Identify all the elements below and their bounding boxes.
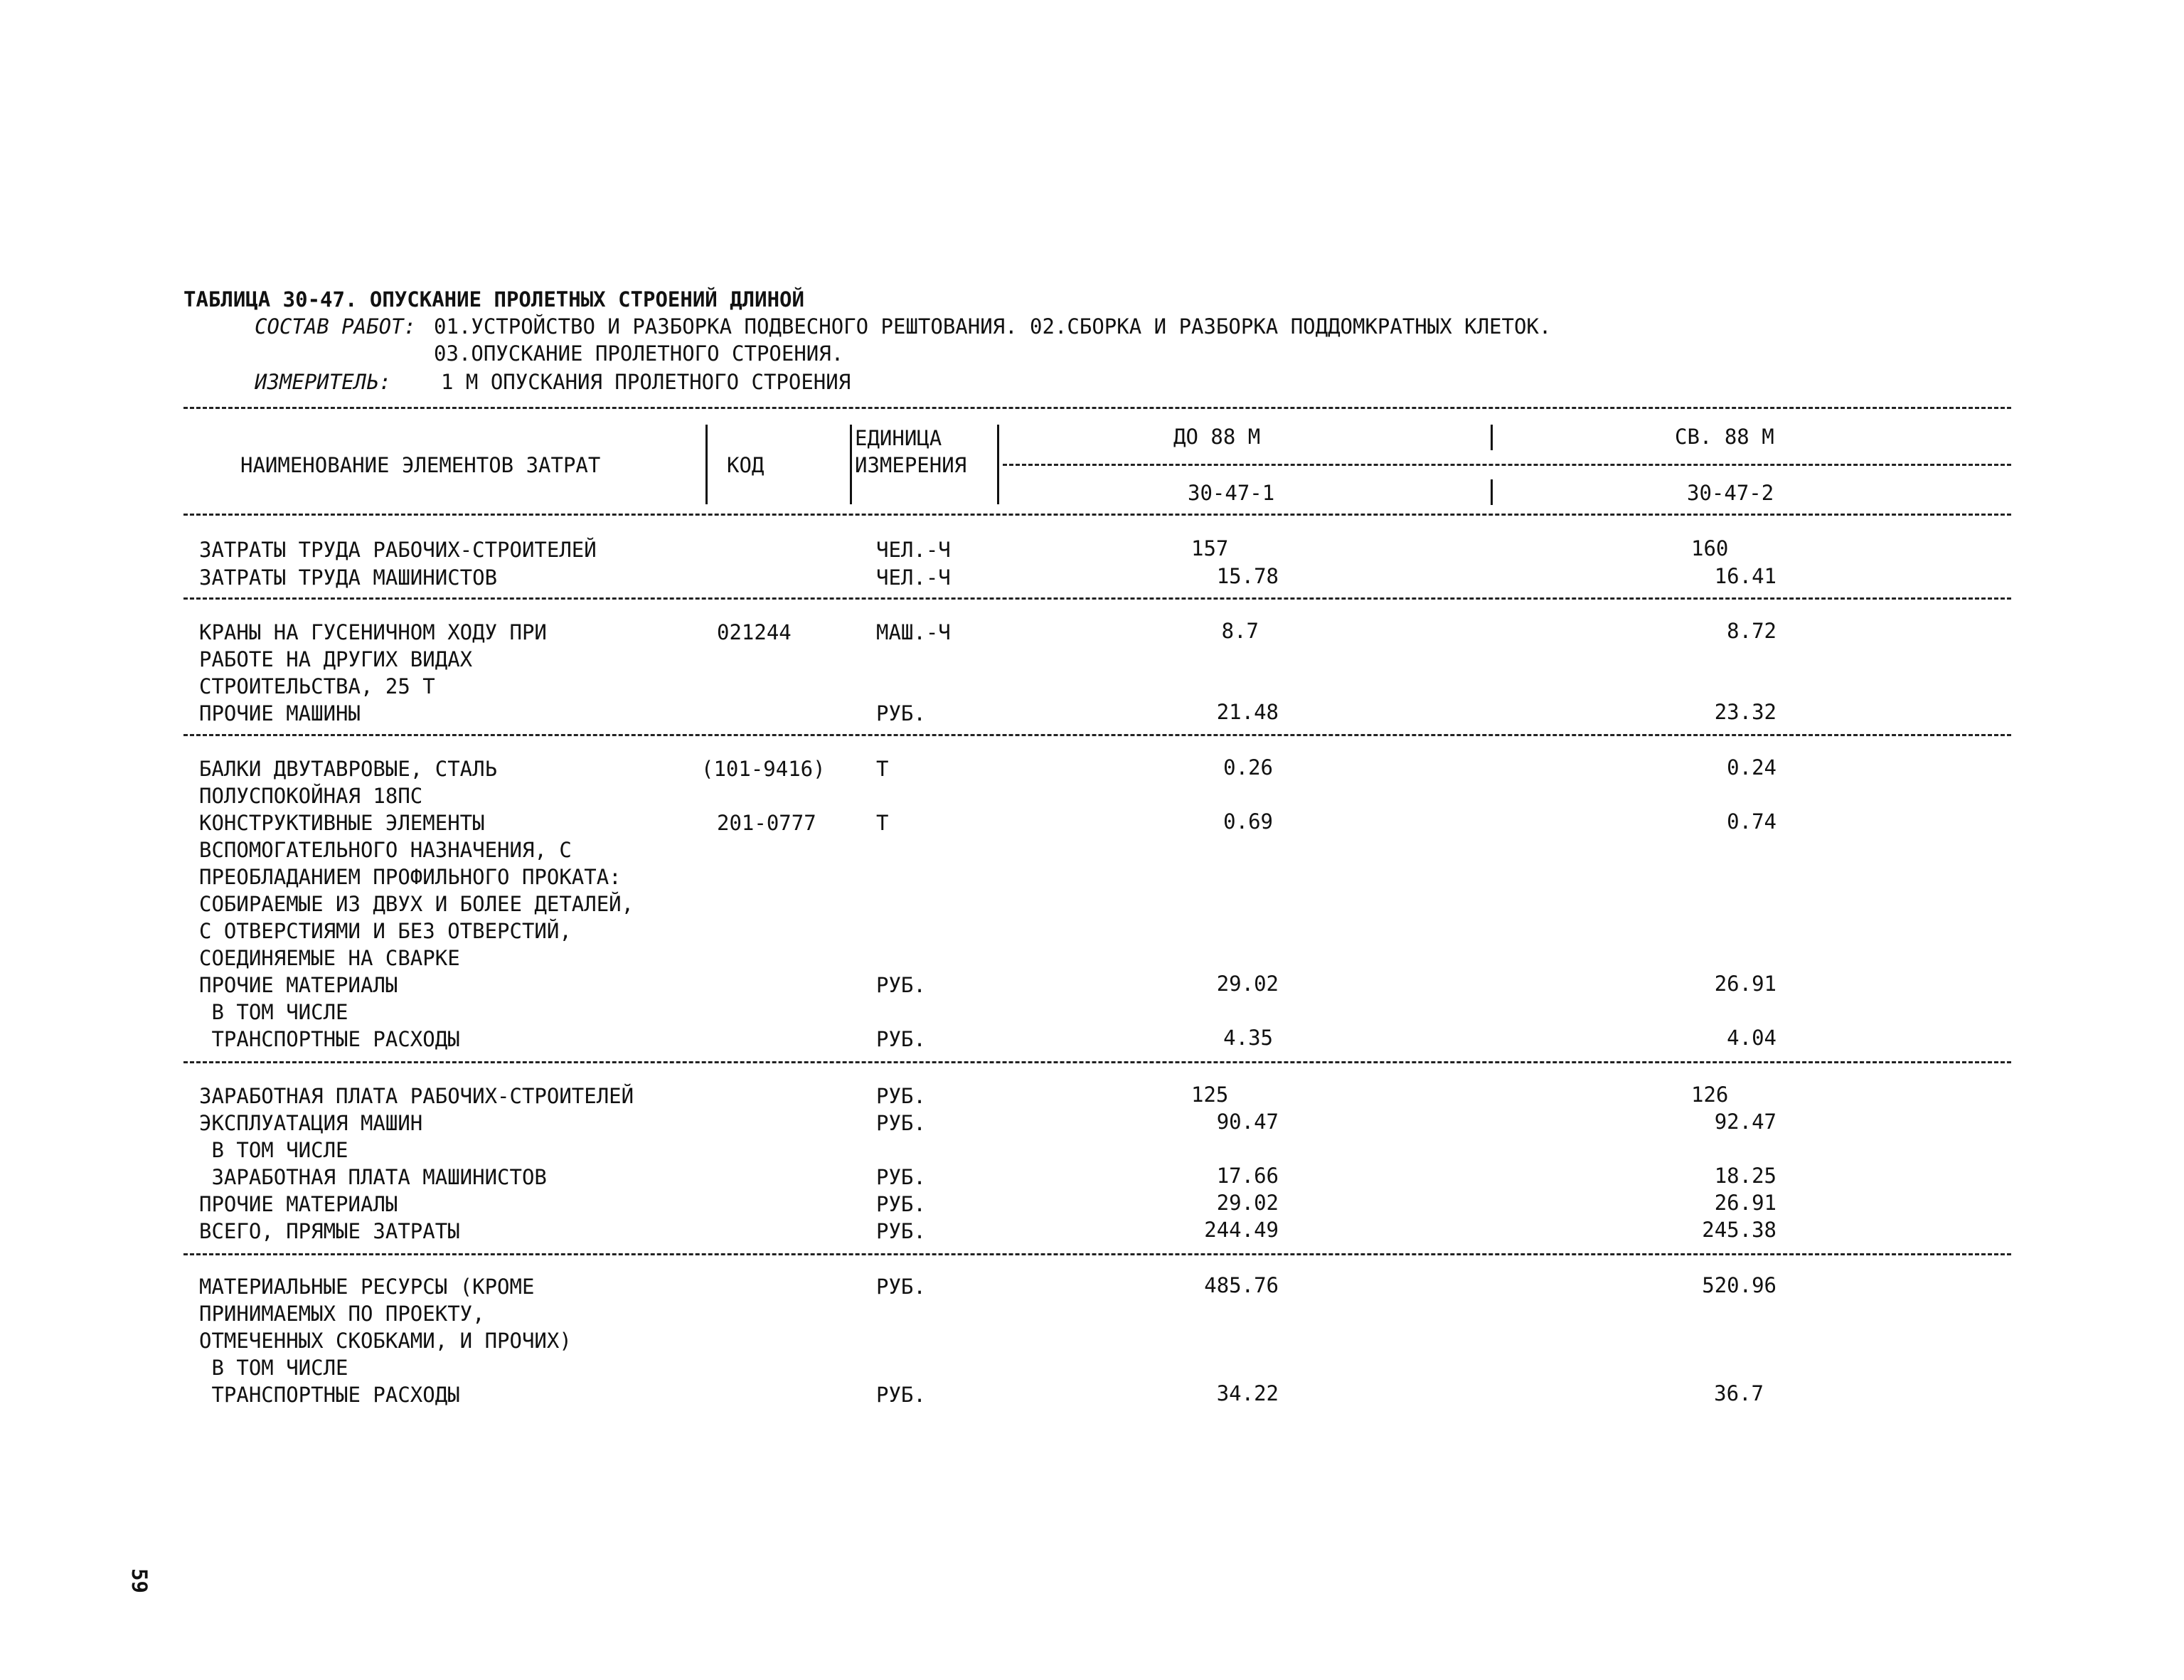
row-value-1: 17.66 [1216,1164,1279,1188]
row-name: ОТМЕЧЕННЫХ СКОБКАМИ, И ПРОЧИХ) [199,1329,572,1353]
row-name: ЗАТРАТЫ ТРУДА МАШИНИСТОВ [199,565,498,590]
row-unit: РУБ. [876,1192,926,1216]
row-unit: МАШ.-Ч [876,620,951,644]
row-name: ВСЕГО, ПРЯМЫЕ ЗАТРАТЫ [199,1219,460,1243]
row-name: КОНСТРУКТИВНЫЕ ЭЛЕМЕНТЫ [199,811,485,835]
col-group-2: СВ. 88 М [1675,425,1774,449]
row-name: ПРИНИМАЕМЫХ ПО ПРОЕКТУ, [199,1302,485,1326]
row-value-2: 520.96 [1702,1273,1777,1297]
composition-line-1: 01.УСТРОЙСТВО И РАЗБОРКА ПОДВЕСНОГО РЕШТОВАНИЯ. 02.СБОРКА И РАЗБОРКА ПОДДОМКРАТНЫХ КЛЕТОК. [434,314,1552,339]
row-unit: РУБ. [876,1219,926,1243]
measure-value: 1 М ОПУСКАНИЯ ПРОЛЕТНОГО СТРОЕНИЯ [441,370,851,394]
row-name: ТРАНСПОРТНЫЕ РАСХОДЫ [199,1383,460,1407]
col-name: НАИМЕНОВАНИЕ ЭЛЕМЕНТОВ ЗАТРАТ [240,453,601,477]
row-name: ПРОЧИЕ МАШИНЫ [199,701,361,725]
row-name: БАЛКИ ДВУТАВРОВЫЕ, СТАЛЬ [199,757,498,781]
row-name: ЭКСПЛУАТАЦИЯ МАШИН [199,1111,423,1135]
col-code: КОД [727,453,765,477]
row-code: 201-0777 [717,811,816,835]
measure-label: ИЗМЕРИТЕЛЬ: [255,370,392,394]
row-name: В ТОМ ЧИСЛЕ [199,1356,348,1380]
header-sub-rule [1003,464,2011,466]
row-name: В ТОМ ЧИСЛЕ [199,1000,348,1024]
row-name: ПРОЧИЕ МАТЕРИАЛЫ [199,1192,398,1216]
row-unit: РУБ. [876,973,926,997]
row-name: СТРОИТЕЛЬСТВА, 25 Т [199,674,435,698]
header-divider [850,425,852,504]
row-unit: ЧЕЛ.-Ч [876,565,951,590]
row-name: ПРОЧИЕ МАТЕРИАЛЫ [199,973,398,997]
row-value-2: 0.74 [1727,809,1777,834]
header-divider [1491,425,1493,450]
row-value-1: 157 [1191,536,1229,560]
row-value-1: 29.02 [1216,972,1279,996]
row-value-2: 16.41 [1714,564,1777,588]
col-unit-line1: ЕДИНИЦА [855,426,942,450]
row-unit: ЧЕЛ.-Ч [876,538,951,562]
row-value-2: 4.04 [1727,1026,1777,1050]
row-value-2: 23.32 [1714,700,1777,724]
row-unit: РУБ. [876,1084,926,1108]
composition-label: СОСТАВ РАБОТ: [255,314,416,339]
row-name: ВСПОМОГАТЕЛЬНОГО НАЗНАЧЕНИЯ, С [199,838,572,862]
row-value-1: 4.35 [1223,1026,1273,1050]
col-code-1: 30-47-1 [1188,481,1275,505]
row-value-2: 126 [1691,1083,1729,1107]
section-rule [183,1253,2011,1255]
col-code-2: 30-47-2 [1687,481,1774,505]
row-unit: РУБ. [876,1275,926,1299]
row-value-1: 0.69 [1223,809,1273,834]
row-value-1: 0.26 [1223,755,1273,780]
row-code: 021244 [717,620,792,644]
row-name: ПОЛУСПОКОЙНАЯ 18ПС [199,784,423,808]
row-value-1: 244.49 [1204,1218,1279,1242]
row-value-1: 29.02 [1216,1191,1279,1215]
page-number: 59 [127,1568,151,1593]
row-unit: Т [876,757,889,781]
row-value-2: 160 [1691,536,1729,560]
row-code: (101-9416) [701,757,826,781]
row-value-1: 90.47 [1216,1110,1279,1134]
row-name: КРАНЫ НА ГУСЕНИЧНОМ ХОДУ ПРИ [199,620,547,644]
row-value-1: 485.76 [1204,1273,1279,1297]
row-value-1: 15.78 [1216,564,1279,588]
row-unit: Т [876,811,889,835]
row-value-2: 36.7 [1714,1381,1764,1405]
row-name: ЗАРАБОТНАЯ ПЛАТА РАБОЧИХ-СТРОИТЕЛЕЙ [199,1084,634,1108]
row-name: ЗАРАБОТНАЯ ПЛАТА МАШИНИСТОВ [199,1165,547,1189]
row-name: ТРАНСПОРТНЫЕ РАСХОДЫ [199,1027,460,1051]
row-name: СОЕДИНЯЕМЫЕ НА СВАРКЕ [199,946,460,970]
row-value-2: 0.24 [1727,755,1777,780]
row-unit: РУБ. [876,1165,926,1189]
col-group-1: ДО 88 М [1173,425,1261,449]
header-divider [705,425,708,504]
composition-line-2: 03.ОПУСКАНИЕ ПРОЛЕТНОГО СТРОЕНИЯ. [434,341,844,366]
row-value-2: 8.72 [1727,619,1777,643]
row-value-1: 21.48 [1216,700,1279,724]
row-name: СОБИРАЕМЫЕ ИЗ ДВУХ И БОЛЕЕ ДЕТАЛЕЙ, [199,892,634,916]
section-rule [183,734,2011,736]
row-unit: РУБ. [876,1027,926,1051]
row-value-2: 26.91 [1714,972,1777,996]
row-name: В ТОМ ЧИСЛЕ [199,1138,348,1162]
row-value-1: 8.7 [1221,619,1259,643]
row-name: ЗАТРАТЫ ТРУДА РАБОЧИХ-СТРОИТЕЛЕЙ [199,538,597,562]
row-value-1: 125 [1191,1083,1229,1107]
header-bottom-rule [183,514,2011,516]
section-rule [183,1061,2011,1063]
row-name: МАТЕРИАЛЬНЫЕ РЕСУРСЫ (КРОМЕ [199,1275,535,1299]
row-unit: РУБ. [876,1111,926,1135]
row-value-2: 245.38 [1702,1218,1777,1242]
row-name: ПРЕОБЛАДАНИЕМ ПРОФИЛЬНОГО ПРОКАТА: [199,865,622,889]
header-top-rule [183,407,2011,409]
row-value-1: 34.22 [1216,1381,1279,1405]
row-unit: РУБ. [876,1383,926,1407]
col-unit-line2: ИЗМЕРЕНИЯ [855,453,967,477]
table-title: ТАБЛИЦА 30-47. ОПУСКАНИЕ ПРОЛЕТНЫХ СТРОЕНИЙ ДЛИНОЙ [183,287,804,312]
header-divider [1491,479,1493,505]
row-value-2: 18.25 [1714,1164,1777,1188]
row-unit: РУБ. [876,701,926,725]
section-rule [183,597,2011,600]
header-divider [997,425,999,504]
row-name: РАБОТЕ НА ДРУГИХ ВИДАХ [199,647,473,671]
row-name: С ОТВЕРСТИЯМИ И БЕЗ ОТВЕРСТИЙ, [199,919,572,943]
row-value-2: 26.91 [1714,1191,1777,1215]
row-value-2: 92.47 [1714,1110,1777,1134]
